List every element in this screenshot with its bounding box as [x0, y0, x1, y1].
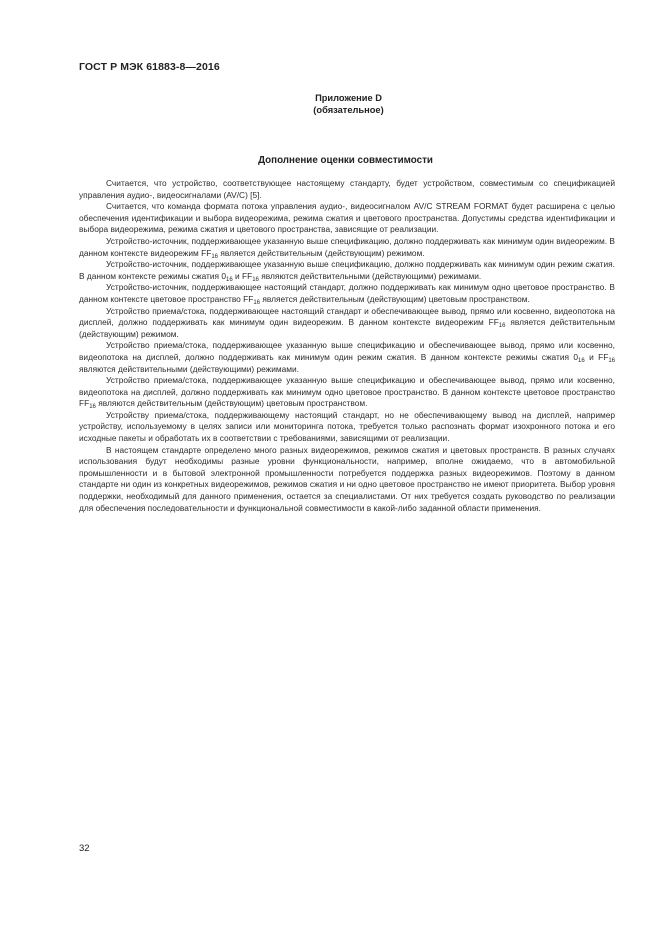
- paragraph: Устройство-источник, поддерживающее указанную выше спецификацию, должно поддерживать как минимум один режим сжатия. В данном контексте режимы сжатия $0_{16}$ и $FF_{16}$ являются действительными (действующими) режимами.: [79, 259, 615, 283]
- annex-title: Приложение D: [315, 93, 382, 103]
- subscript: 16: [578, 357, 585, 364]
- paragraph: Устройство приема/стока, поддерживающее указанную выше спецификацию и обеспечивающее вывод, прямо или косвенно, видеопотока на дисплей, должно поддерживать как минимум один режим сжатия. В данном контексте режимы сжатия $0_{16}$ и $FF_{16}$ являются действительными (действующими) режимами.: [79, 340, 615, 374]
- section-title-text: Дополнение оценки совместимости: [258, 155, 433, 166]
- paragraph: В настоящем стандарте определено много разных видеорежимов, режимов сжатия и цветовых пространств. В разных случаях использования будут необходимы разные уровни функциональности, например, вполне ожидаемо, что в автомобильной промышленности и в бытовой электронной промышленности потребуется поддержка разных видеорежимов. Поэтому в данном стандарте ни один из конкретных видеорежимов, режимов сжатия и ни одно цветовое пространство не имеют приоритета. Выбор уровня поддержки, необходимый для данного применения, остается за специалистами. От них требуется создать руководство по реализации для обеспечения последовательности и функциональной совместимости в какой-либо заданной области применения.: [79, 444, 615, 513]
- subscript: 16: [252, 276, 259, 283]
- annex-heading: [0, 92, 661, 116]
- paragraph: Считается, что команда формата потока управления аудио-, видеосигналом AV/C STREAM FORMAT будет расширена с целью обеспечения идентификации и выбора видеорежима, режима сжатия и цветового пространства. Допустимы средства идентификации и выбора видеорежима, режима сжатия и цветового пространства, зависящие от реализации.: [79, 201, 615, 235]
- subscript: 16: [608, 357, 615, 364]
- subscript: 16: [498, 323, 506, 330]
- paragraph: Устройству приема/стока, поддерживающему настоящий стандарт, но не обеспечивающему вывод на дисплей, например устройству, используемому в целях записи или мониторинга потока, требуется только распознать формат изохронного потока и его исходные пакеты и обработать их в соответствии с требованиями, зависящими от реализации.: [79, 409, 615, 444]
- subscript: 16: [211, 253, 218, 260]
- subscript: 16: [89, 404, 96, 411]
- standard-designation: ГОСТ Р МЭК 61883-8—2016: [79, 61, 220, 73]
- subscript: 16: [253, 299, 261, 306]
- paragraph: Считается, что устройство, соответствующее настоящему стандарту, будет устройством, совместимым со спецификацией управления аудио-, видеосигналами (AV/C) [5].: [79, 178, 615, 200]
- paragraph: Устройство приема/стока, поддерживающее указанную выше спецификацию и обеспечивающее вывод, прямо или косвенно, видеопотока на дисплей, должно поддерживать как минимум одно цветовое пространство. В данном контексте цветовое пространство $FF_{16}$ являются действительным (действующим) цветовым пространством.: [79, 375, 615, 411]
- paragraph: Устройство-источник, поддерживающее указанную выше спецификацию, должно поддерживать как минимум один видеорежим. В данном контексте видеорежим $FF_{16}$ является действительным (действующим) режимом.: [79, 235, 615, 260]
- section-title: [0, 155, 661, 166]
- page-number: 32: [79, 843, 90, 854]
- paragraph: Устройство приема/стока, поддерживающее настоящий стандарт и обеспечивающее вывод, прямо или косвенно, видеопотока на дисплей, должно поддерживать как минимум один видеорежим. В данном контексте видеорежим $FF_{16}$ является действительным (действующим) режимом.: [79, 305, 615, 339]
- subscript: 16: [226, 276, 233, 283]
- annex-status: (обязательное): [313, 105, 384, 115]
- paragraph: Устройство-источник, поддерживающее настоящий стандарт, должно поддерживать как минимум одно цветовое пространство. В данном контексте цветовое пространство $FF_{16}$ является действительным (действующим) цветовым пространством.: [79, 282, 615, 306]
- body-text: [79, 178, 615, 514]
